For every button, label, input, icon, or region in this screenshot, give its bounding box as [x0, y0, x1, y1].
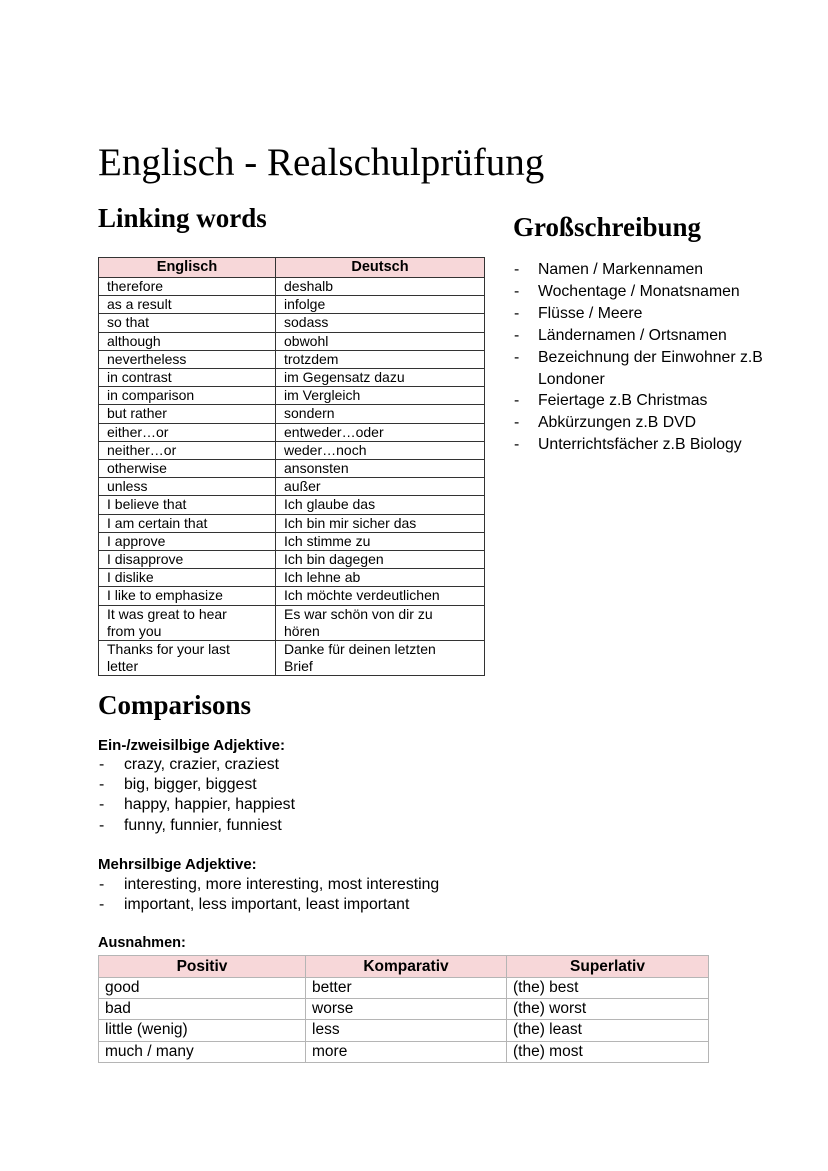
table-row: [99, 405, 485, 423]
table-row: [99, 350, 485, 368]
table-row: [99, 978, 709, 999]
column-header-positiv: Positiv: [99, 956, 306, 978]
list-item: [512, 303, 812, 325]
cell-deutsch: im Vergleich: [276, 387, 485, 405]
dash-bullet-icon: -: [99, 756, 105, 773]
cell-deutsch: sondern: [276, 405, 485, 423]
list-item: [98, 895, 439, 915]
table-row: [99, 514, 485, 532]
list-item-text: Bezeichnung der Einwohner z.B Londoner: [538, 348, 763, 388]
list-item-text: interesting, more interesting, most interesting: [124, 876, 440, 893]
cell-englisch: I approve: [99, 532, 276, 550]
cell-komparativ: better: [306, 978, 507, 999]
long-adjectives-list: [98, 875, 439, 915]
cell-deutsch: außer: [276, 478, 485, 496]
cell-deutsch: entweder…oder: [276, 423, 485, 441]
dash-bullet-icon: -: [514, 282, 520, 300]
cell-englisch: It was great to hear from you: [99, 605, 276, 640]
list-item: [98, 795, 295, 815]
cell-deutsch: Danke für deinen letzten Brief: [276, 641, 485, 676]
cell-positiv: much / many: [99, 1041, 306, 1062]
cell-englisch: so that: [99, 314, 276, 332]
table-row: [99, 1041, 709, 1062]
cell-englisch: therefore: [99, 278, 276, 296]
list-item-text: big, bigger, biggest: [124, 776, 257, 794]
grossschreibung-heading: Großschreibung: [513, 212, 702, 242]
table-row: [99, 332, 485, 350]
dash-bullet-icon: -: [514, 326, 520, 344]
cell-positiv: good: [99, 978, 306, 999]
list-item: [512, 347, 812, 391]
dash-bullet-icon: -: [99, 876, 105, 893]
table-row: [99, 1020, 709, 1041]
short-adjectives-heading: Ein-/zweisilbige Adjektive:: [98, 737, 285, 754]
dash-bullet-icon: -: [514, 261, 520, 278]
cell-englisch: as a result: [99, 296, 276, 314]
list-item: [98, 755, 295, 775]
table-row: [99, 532, 485, 550]
cell-englisch: otherwise: [99, 460, 276, 478]
dash-bullet-icon: -: [99, 776, 105, 794]
cell-deutsch: Ich bin dagegen: [276, 551, 485, 569]
table-row: [99, 587, 485, 605]
list-item-text: Namen / Markennamen: [538, 261, 704, 278]
cell-deutsch: deshalb: [276, 278, 485, 296]
list-item: [512, 412, 812, 434]
list-item: [98, 775, 295, 795]
dash-bullet-icon: -: [514, 348, 520, 366]
exceptions-table: [98, 955, 709, 1063]
cell-englisch: nevertheless: [99, 350, 276, 368]
cell-komparativ: worse: [306, 999, 507, 1020]
list-item-text: Feiertage z.B Christmas: [538, 392, 708, 410]
cell-superlativ: (the) worst: [507, 999, 709, 1020]
cell-englisch: in comparison: [99, 387, 276, 405]
table-row: [99, 551, 485, 569]
cell-komparativ: more: [306, 1041, 507, 1062]
cell-deutsch: infolge: [276, 296, 485, 314]
cell-deutsch: Ich bin mir sicher das: [276, 514, 485, 532]
list-item: [512, 325, 812, 347]
cell-deutsch: Es war schön von dir zu hören: [276, 605, 485, 640]
grossschreibung-list: [512, 259, 812, 456]
cell-deutsch: Ich möchte verdeutlichen: [276, 587, 485, 605]
dash-bullet-icon: -: [514, 414, 520, 432]
cell-englisch: I believe that: [99, 496, 276, 514]
list-item: [98, 875, 439, 895]
cell-englisch: but rather: [99, 405, 276, 423]
page-title: Englisch - Realschulprüfung: [98, 141, 545, 184]
cell-deutsch: ansonsten: [276, 460, 485, 478]
cell-superlativ: (the) most: [507, 1041, 709, 1062]
table-header-row: [99, 956, 709, 978]
list-item-text: Wochentage / Monatsnamen: [538, 282, 740, 300]
list-item: [512, 259, 812, 281]
table-row: [99, 605, 485, 640]
linking-words-table: [98, 257, 485, 676]
cell-deutsch: trotzdem: [276, 350, 485, 368]
linking-words-heading: Linking words: [98, 203, 267, 233]
list-item-text: crazy, crazier, craziest: [124, 756, 280, 773]
cell-englisch: either…or: [99, 423, 276, 441]
table-row: [99, 441, 485, 459]
column-header-deutsch: Deutsch: [276, 258, 485, 278]
table-row: [99, 460, 485, 478]
table-row: [99, 387, 485, 405]
cell-deutsch: Ich stimme zu: [276, 532, 485, 550]
dash-bullet-icon: -: [514, 392, 520, 410]
list-item-text: Abkürzungen z.B DVD: [538, 414, 697, 432]
dash-bullet-icon: -: [514, 304, 520, 322]
cell-englisch: unless: [99, 478, 276, 496]
table-row: [99, 496, 485, 514]
dash-bullet-icon: -: [99, 896, 105, 914]
table-row: [99, 278, 485, 296]
list-item: [512, 390, 812, 412]
cell-englisch: although: [99, 332, 276, 350]
table-row: [99, 999, 709, 1020]
list-item-text: important, less important, least important: [124, 896, 410, 914]
dash-bullet-icon: -: [99, 796, 105, 814]
table-row: [99, 314, 485, 332]
dash-bullet-icon: -: [514, 436, 520, 454]
long-adjectives-heading: Mehrsilbige Adjektive:: [98, 856, 257, 873]
table-row: [99, 641, 485, 676]
cell-komparativ: less: [306, 1020, 507, 1041]
cell-positiv: little (wenig): [99, 1020, 306, 1041]
cell-superlativ: (the) least: [507, 1020, 709, 1041]
table-header-row: [99, 258, 485, 278]
cell-deutsch: im Gegensatz dazu: [276, 369, 485, 387]
cell-englisch: I dislike: [99, 569, 276, 587]
dash-bullet-icon: -: [99, 816, 105, 834]
cell-englisch: in contrast: [99, 369, 276, 387]
cell-englisch: neither…or: [99, 441, 276, 459]
column-header-superlativ: Superlativ: [507, 956, 709, 978]
cell-deutsch: obwohl: [276, 332, 485, 350]
list-item: [98, 816, 295, 836]
table-row: [99, 569, 485, 587]
column-header-komparativ: Komparativ: [306, 956, 507, 978]
comparisons-heading: Comparisons: [98, 690, 252, 720]
list-item-text: Unterrichtsfächer z.B Biology: [538, 436, 742, 454]
short-adjectives-list: [98, 755, 295, 836]
exceptions-heading: Ausnahmen:: [98, 935, 186, 951]
list-item-text: funny, funnier, funniest: [124, 816, 282, 834]
cell-superlativ: (the) best: [507, 978, 709, 999]
table-row: [99, 478, 485, 496]
table-row: [99, 369, 485, 387]
cell-deutsch: Ich glaube das: [276, 496, 485, 514]
column-header-englisch: Englisch: [99, 258, 276, 278]
list-item-text: happy, happier, happiest: [124, 796, 295, 814]
list-item: [512, 281, 812, 303]
cell-positiv: bad: [99, 999, 306, 1020]
cell-englisch: Thanks for your last letter: [99, 641, 276, 676]
cell-englisch: I am certain that: [99, 514, 276, 532]
list-item-text: Ländernamen / Ortsnamen: [538, 326, 727, 344]
cell-englisch: I disapprove: [99, 551, 276, 569]
table-row: [99, 423, 485, 441]
cell-englisch: I like to emphasize: [99, 587, 276, 605]
cell-deutsch: Ich lehne ab: [276, 569, 485, 587]
cell-deutsch: weder…noch: [276, 441, 485, 459]
list-item: [512, 434, 812, 456]
list-item-text: Flüsse / Meere: [538, 304, 643, 322]
table-row: [99, 296, 485, 314]
cell-deutsch: sodass: [276, 314, 485, 332]
